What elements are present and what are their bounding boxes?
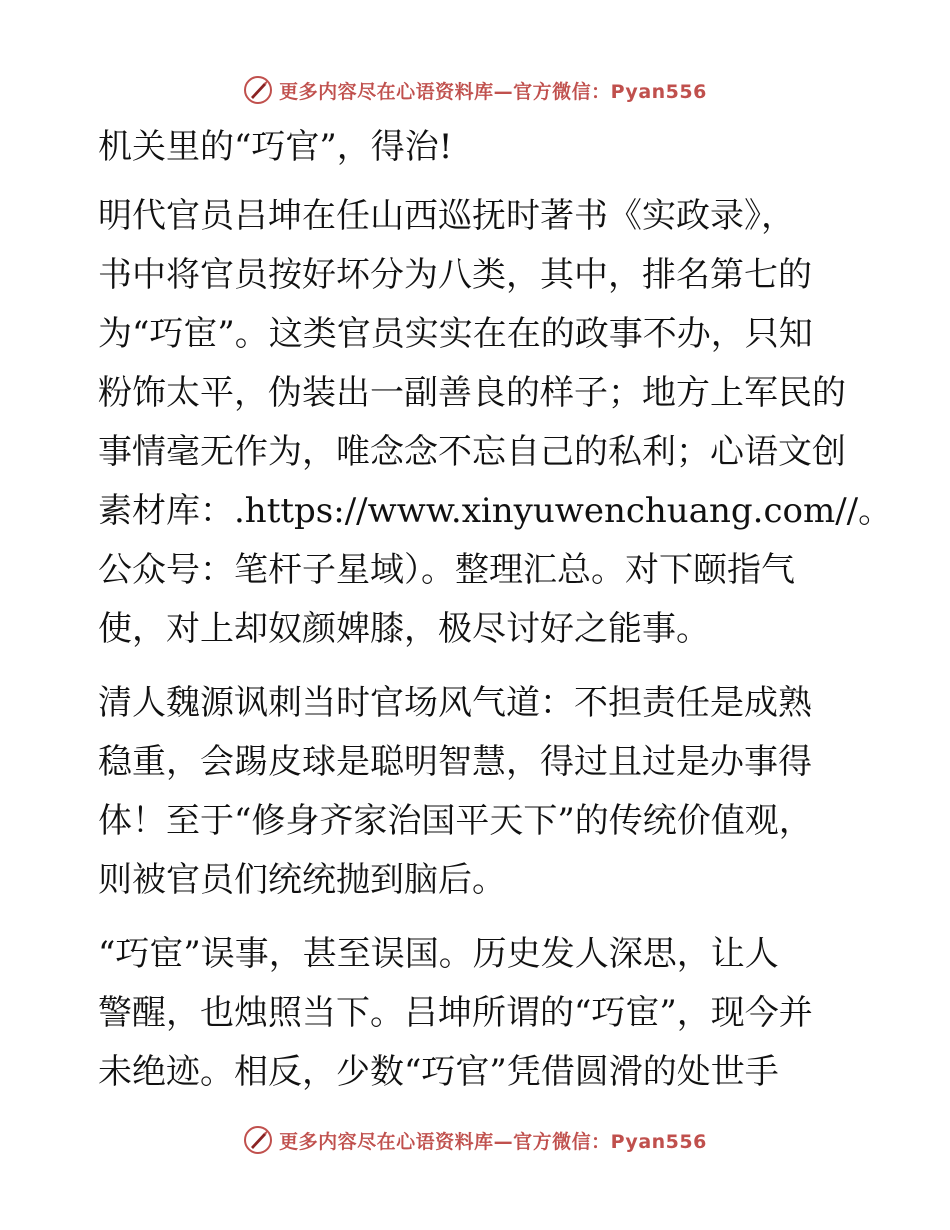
- text-line: 事情毫无作为，唯念念不忘自己的私利；心语文创: [98, 432, 846, 472]
- text-line: 警醒，也烛照当下。吕坤所谓的“巧宦”，现今并: [98, 993, 813, 1033]
- footer-banner: [0, 1120, 950, 1160]
- paragraph-3: [98, 925, 858, 1102]
- header-banner-text: 更多内容尽在心语资料库—官方微信：Pyan556: [279, 80, 707, 103]
- text-line: 未绝迹。相反，少数“巧官”凭借圆滑的处世手: [98, 1052, 779, 1092]
- text-line: 为“巧宦”。这类官员实实在在的政事不办，只知: [98, 314, 813, 354]
- text-line: 明代官员吕坤在任山西巡抚时著书《实政录》，: [98, 196, 795, 236]
- text-line: 书中将官员按好坏分为八类，其中，排名第七的: [98, 255, 812, 295]
- quill-pen-logo-icon: [243, 75, 273, 105]
- quill-pen-logo-icon: [243, 1125, 273, 1155]
- text-line: 粉饰太平，伪装出一副善良的样子；地方上军民的: [98, 373, 846, 413]
- text-line: 公众号：笔杆子星域）。整理汇总。对下颐指气: [98, 550, 795, 590]
- article-title: 机关里的“巧官”，得治!: [98, 127, 453, 167]
- text-line: 清人魏源讽刺当时官场风气道：不担责任是成熟: [98, 683, 812, 723]
- article-body: [98, 122, 893, 1117]
- text-line: 则被官员们统统抛到脑后。: [98, 860, 506, 900]
- footer-banner-text: 更多内容尽在心语资料库—官方微信：Pyan556: [279, 1130, 707, 1153]
- text-line: 稳重，会踢皮球是聪明智慧，得过且过是办事得: [98, 742, 812, 782]
- text-line: 体！至于“修身齐家治国平天下”的传统价值观，: [98, 801, 813, 841]
- text-line: 素材库：.https://www.xinyuwenchuang.com//。: [98, 491, 893, 531]
- header-banner: [0, 70, 950, 110]
- text-line: 使，对上却奴颜婢膝，极尽讨好之能事。: [98, 609, 710, 649]
- paragraph-1: [98, 187, 893, 659]
- text-line: “巧宦”误事，甚至误国。历史发人深思，让人: [98, 934, 779, 974]
- paragraph-2: [98, 674, 858, 910]
